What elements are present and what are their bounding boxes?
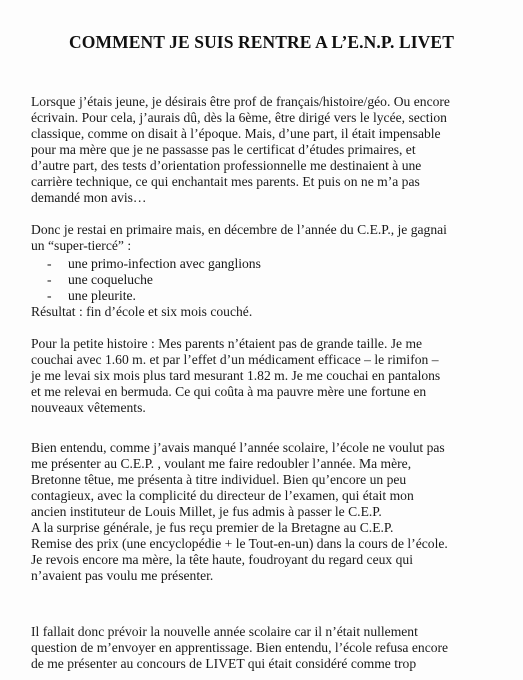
paragraph-2-line: un “super-tiercé” : xyxy=(31,238,132,253)
paragraph-3-line: couchai avec 1.60 m. et par l’effet d’un médicament efficace – le rimifon – xyxy=(31,352,439,367)
bullet-marker: - xyxy=(47,256,52,271)
paragraph-5-line: de me présenter au concours de LIVET qui était considéré comme trop xyxy=(31,656,417,671)
paragraph-4-line: n’avaient pas voulu me présenter. xyxy=(31,568,214,583)
paragraph-1-line: demandé mon avis… xyxy=(31,190,147,205)
paragraph-5-line: question de m’envoyer en apprentissage. Bien entendu, l’école refusa encore xyxy=(31,640,449,655)
paragraph-1-line: pour ma mère que je ne passasse pas le certificat d’études primaires, et xyxy=(31,142,416,157)
result-line: Résultat : fin d’école et six mois couché. xyxy=(31,304,253,319)
paragraph-4-line: Remise des prix (une encyclopédie + le Tout-en-un) dans la cours de l’école. xyxy=(31,536,448,551)
paragraph-4-line: Bien entendu, comme j’avais manqué l’année scolaire, l’école ne voulut pas xyxy=(31,440,445,455)
bullet-item: une primo-infection avec ganglions xyxy=(68,256,261,271)
paragraph-3-line: Pour la petite histoire : Mes parents n’étaient pas de grande taille. Je me xyxy=(31,336,423,351)
paragraph-4-line: contagieux, avec la complicité du directeur de l’examen, qui était mon xyxy=(31,488,414,503)
paragraph-1-line: d’autre part, des tests d’orientation professionnelle me destinaient à une xyxy=(31,158,422,173)
paragraph-1-line: Lorsque j’étais jeune, je désirais être prof de français/histoire/géo. Ou encore xyxy=(31,94,450,109)
paragraph-5-line: Il fallait donc prévoir la nouvelle année scolaire car il n’était nullement xyxy=(31,624,418,639)
paragraph-3-line: nouveaux vêtements. xyxy=(31,400,146,415)
bullet-marker: - xyxy=(47,288,52,303)
document-title: COMMENT JE SUIS RENTRE A L’E.N.P. LIVET xyxy=(69,32,454,52)
paragraph-4-line: A la surprise générale, je fus reçu premier de la Bretagne au C.E.P. xyxy=(31,520,394,535)
bullet-item: une pleurite. xyxy=(68,288,136,303)
paragraph-1-line: carrière technique, ce qui enchantait mes parents. Et puis on ne m’a pas xyxy=(31,174,420,189)
paragraph-4-line: Je revois encore ma mère, la tête haute, foudroyant du regard ceux qui xyxy=(31,552,413,567)
paragraph-1-line: écrivain. Pour cela, j’aurais dû, dès la 6ème, être dirigé vers le lycée, section xyxy=(31,110,447,125)
paragraph-4-line: me présenter au C.E.P. , voulant me faire redoubler l’année. Ma mère, xyxy=(31,456,412,471)
paragraph-4-line: Bretonne têtue, me présenta à titre individuel. Bien qu’encore un peu xyxy=(31,472,407,487)
paragraph-3-line: je me levai six mois plus tard mesurant 1.82 m. Je me couchai en pantalons xyxy=(31,368,441,383)
bullet-item: une coqueluche xyxy=(68,272,153,287)
paragraph-4-line: ancien instituteur de Louis Millet, je fus admis à passer le C.E.P. xyxy=(31,504,382,519)
paragraph-1-line: classique, comme on disait à l’époque. Mais, d’une part, il était impensable xyxy=(31,126,441,141)
bullet-marker: - xyxy=(47,272,52,287)
paragraph-2-line: Donc je restai en primaire mais, en décembre de l’année du C.E.P., je gagnai xyxy=(31,222,447,237)
paragraph-3-line: et me relevai en bermuda. Ce qui coûta à ma pauvre mère une fortune en xyxy=(31,384,427,399)
